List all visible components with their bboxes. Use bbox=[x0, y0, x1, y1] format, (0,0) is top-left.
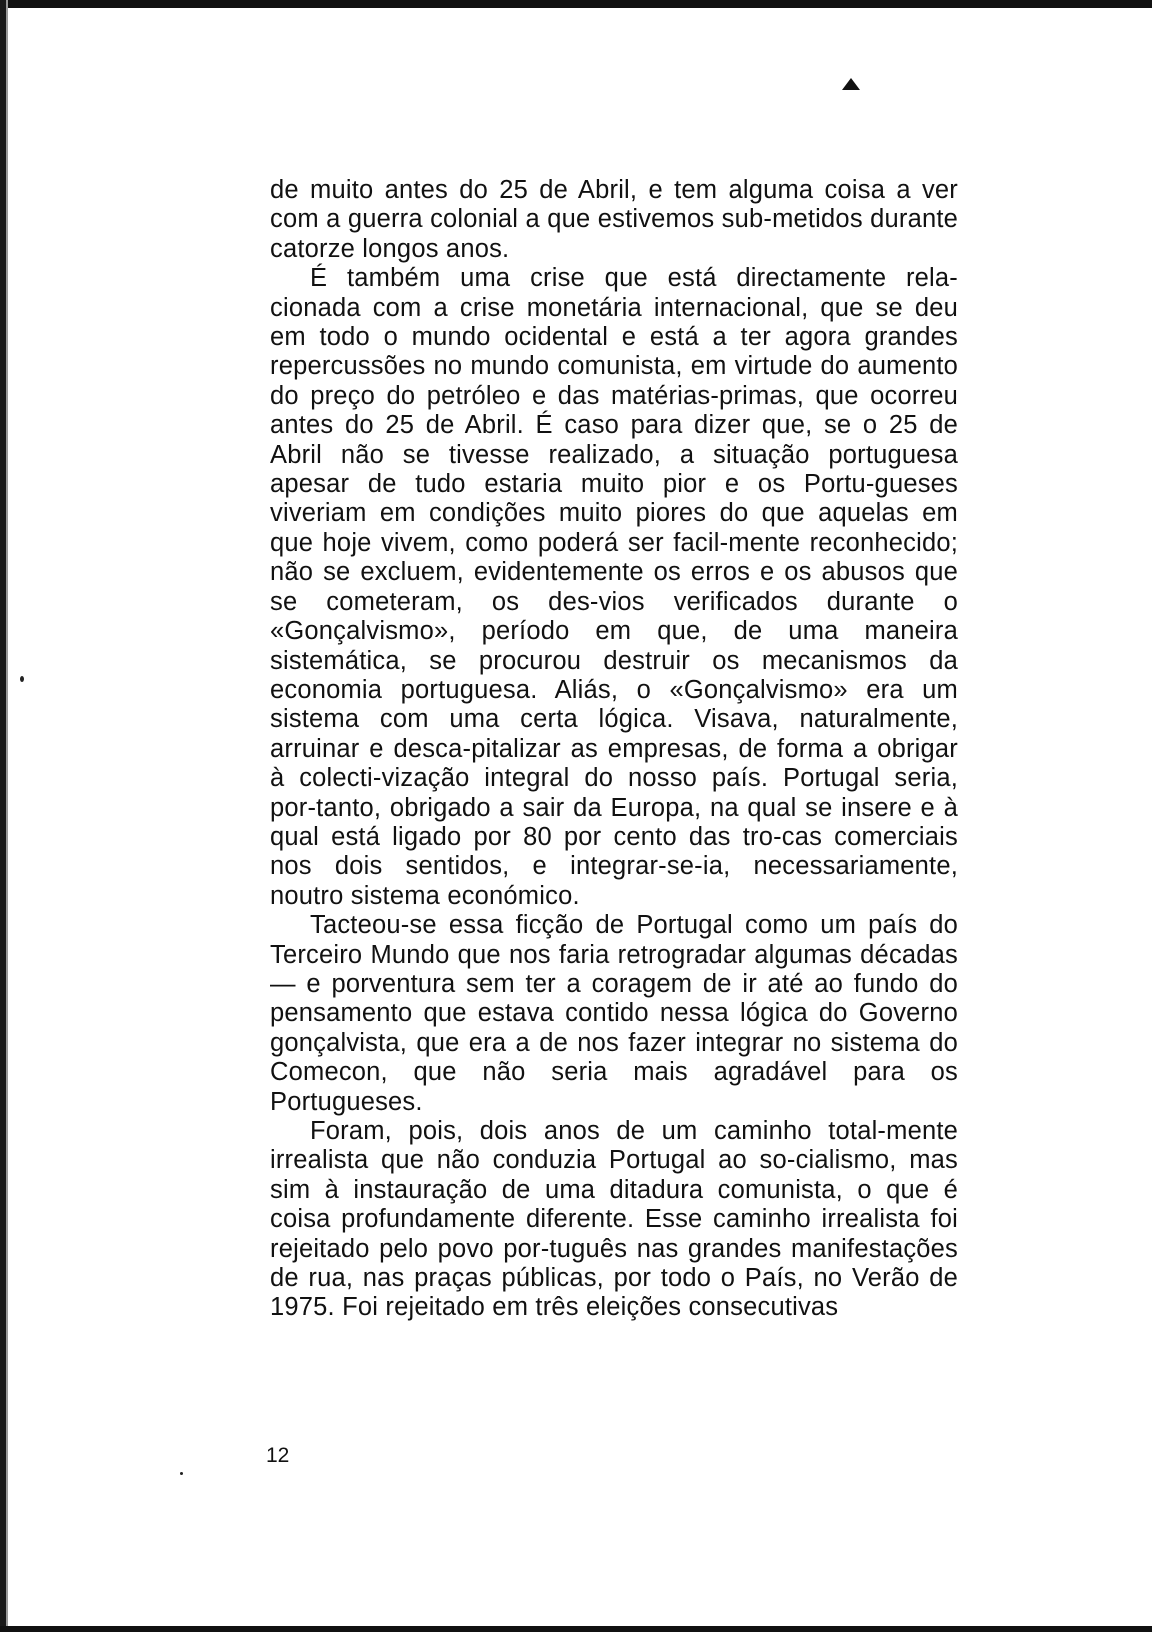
scan-border-left-shadow bbox=[6, 0, 8, 1632]
paragraph-2: É também uma crise que está directamente rela-cionada com a crise monetária internacional, que se deu em todo o mundo ocidental e está a ter agora grandes repercussões no mundo comunista, em virtude do aumento do preço do petróleo e das matérias-primas, que ocorreu antes do 25 de Abril. É caso para dizer que, se o 25 de Abril não se tivesse realizado, a situação portuguesa apesar de tudo estaria muito pior e os Portu-gueses viveriam em condições muito piores do que aquelas em que hoje vivem, como poderá ser facil-mente reconhecido; não se excluem, evidentemente os erros e os abusos que se cometeram, os des-vios verificados durante o «Gonçalvismo», período em que, de uma maneira sistemática, se procurou destruir os mecanismos da economia portuguesa. Aliás, o «Gonçalvismo» era um sistema com uma certa lógica. Visava, naturalmente, arruinar e desca-pitalizar as empresas, de forma a obrigar à colecti-vização integral do nosso país. Portugal seria, por-tanto, obrigado a sair da Europa, na qual se insere e à qual está ligado por 80 por cento das tro-cas comerciais nos dois sentidos, e integrar-se-ia, necessariamente, noutro sistema económico. bbox=[270, 264, 958, 910]
scan-speck bbox=[20, 676, 24, 682]
paragraph-1: de muito antes do 25 de Abril, e tem alguma coisa a ver com a guerra colonial a que estivemos sub-metidos durante catorze longos anos. bbox=[270, 176, 958, 263]
scan-border-top bbox=[0, 0, 1152, 8]
scan-border-bottom bbox=[0, 1626, 1152, 1632]
corner-mark-icon bbox=[842, 78, 860, 90]
paragraph-3: Tacteou-se essa ficção de Portugal como um país do Terceiro Mundo que nos faria retrogradar algumas décadas — e porventura sem ter a coragem de ir até ao fundo do pensamento que estava contido nessa lógica do Governo gonçalvista, que era a de nos fazer integrar no sistema do Comecon, que não seria mais agradável para os Portugueses. bbox=[270, 911, 958, 1116]
page-number: 12 bbox=[266, 1444, 290, 1467]
body-text bbox=[270, 176, 958, 1323]
scan-speck bbox=[180, 1472, 183, 1475]
paragraph-4: Foram, pois, dois anos de um caminho total-mente irrealista que não conduzia Portugal ao so-cialismo, mas sim à instauração de uma ditadura comunista, o que é coisa profundamente diferente. Esse caminho irrealista foi rejeitado pelo povo por-tuguês nas grandes manifestações de rua, nas praças públicas, por todo o País, no Verão de 1975. Foi rejeitado em três eleições consecutivas bbox=[270, 1117, 958, 1322]
